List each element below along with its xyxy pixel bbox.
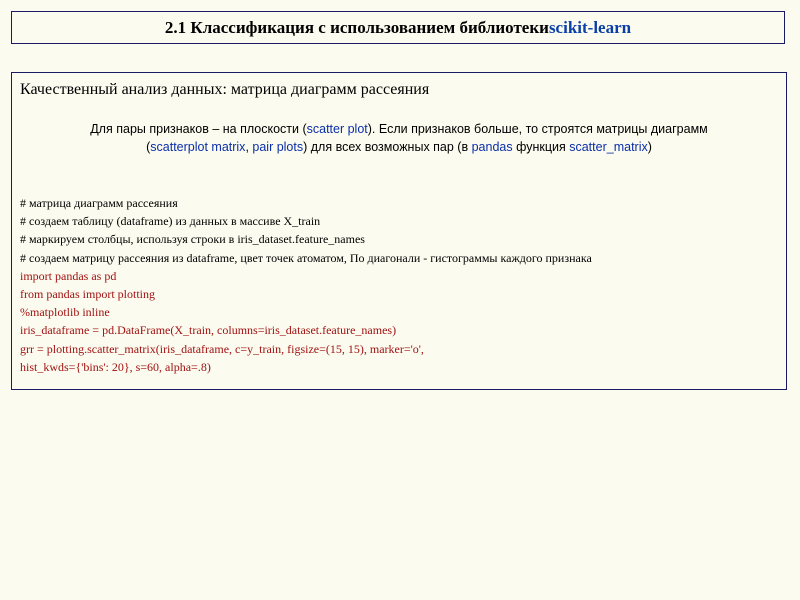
code-block [20,194,778,376]
section-heading: Качественный анализ данных: матрица диаграмм рассеяния [20,81,430,98]
intro-paragraph [20,120,778,156]
intro-text: функция [512,140,570,154]
intro-text: ) для всех возможных пар (в [303,140,472,154]
intro-keyword: scatter plot [306,122,368,136]
code-line: grr = plotting.scatter_matrix(iris_dataframe, c=y_train, figsize=(15, 15), marker='o', [20,341,424,356]
code-line: from pandas import plotting [20,287,155,302]
intro-text: ) [647,140,652,154]
code-line: iris_dataframe = pd.DataFrame(X_train, columns=iris_dataset.feature_names) [20,323,397,338]
code-comment-line: # создаем таблицу (dataframe) из данных в массиве X_train [20,214,321,229]
intro-keyword: scatter_matrix [569,140,648,154]
intro-text: , [245,140,253,154]
intro-text: Для пары признаков – на плоскости ( [90,122,307,136]
code-line: import pandas as pd [20,268,117,283]
content-panel [11,72,787,390]
code-line: %matplotlib inline [20,305,110,320]
intro-keyword: scatterplot matrix [150,140,246,154]
slide-title-accent: scikit-learn [548,17,632,37]
intro-text: ( [146,140,151,154]
intro-keyword: pair plots [252,140,304,154]
code-comment-line: # создаем матрицу рассеяния из dataframe, цвет точек атоматом, По диагонали - гистограммы каждого признака [20,250,592,265]
code-comment-line: # маркируем столбцы, используя строки в iris_dataset.feature_names [20,232,365,247]
code-comment-line: # матрица диаграмм рассеяния [20,196,178,210]
slide-title [11,11,785,44]
slide-title-text: 2.1 Классификация с использованием библиотеки [164,17,549,37]
code-line: hist_kwds={'bins': 20}, s=60, alpha=.8) [20,359,211,374]
intro-keyword: pandas [471,140,513,154]
intro-text: ). Если признаков больше, то строятся матрицы диаграмм [367,122,708,136]
